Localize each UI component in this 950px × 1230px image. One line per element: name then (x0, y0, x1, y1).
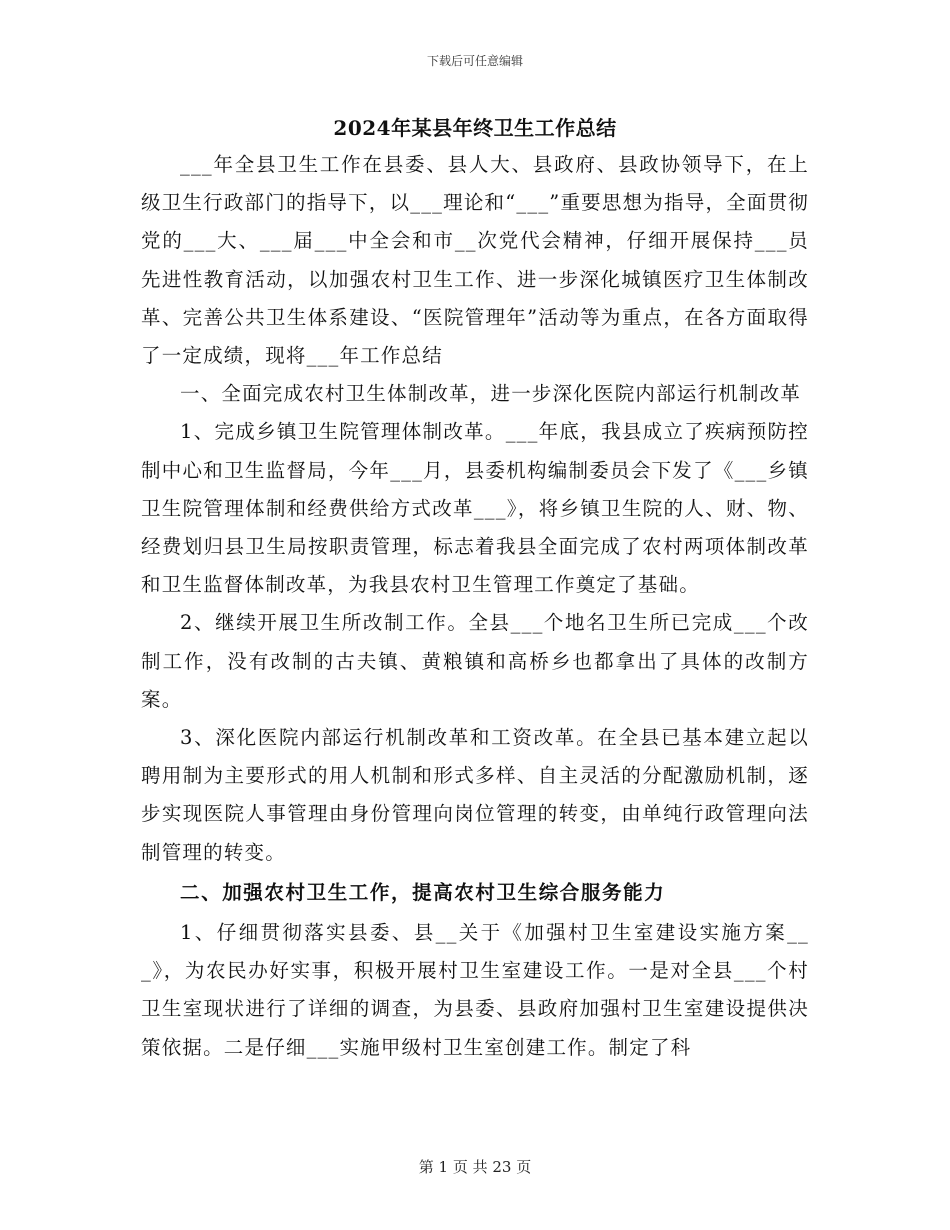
section-heading-1: 一、全面完成农村卫生体制改革，进一步深化医院内部运行机制改革 (180, 382, 802, 406)
document-body (141, 146, 809, 1067)
body-paragraph: 1、仔细贯彻落实县委、县__关于《加强村卫生室建设实施方案___》，为农民办好实事，积极开展村卫生室建设工作。一是对全县___个村卫生室现状进行了详细的调查，为县委、县政府加强村卫生室建设提供决策依据。二是仔细___实施甲级村卫生室创建工作。制定了科 (141, 921, 809, 1059)
body-paragraph: 1、完成乡镇卫生院管理体制改革。___年底，我县成立了疾病预防控制中心和卫生监督局，今年___月，县委机构编制委员会下发了《___乡镇卫生院管理体制和经费供给方式改革___》，将乡镇卫生院的人、财、物、经费划归县卫生局按职责管理，标志着我县全面完成了农村两项体制改革和卫生监督体制改革，为我县农村卫生管理工作奠定了基础。 (141, 420, 809, 597)
body-paragraph: 3、深化医院内部运行机制改革和工资改革。在全县已基本建立起以聘用制为主要形式的用人机制和形式多样、自主灵活的分配激励机制，逐步实现医院人事管理由身份管理向岗位管理的转变，由单纯行政管理向法制管理的转变。 (141, 726, 809, 864)
intro-paragraph: ___年全县卫生工作在县委、县人大、县政府、县政协领导下，在上级卫生行政部门的指导下，以___理论和“___”重要思想为指导，全面贯彻党的___大、___届___中全会和市__次党代会精神，仔细开展保持___员先进性教育活动，以加强农村卫生工作、进一步深化城镇医疗卫生体制改革、完善公共卫生体系建设、“医院管理年”活动等为重点，在各方面取得了一定成绩，现将___年工作总结 (141, 153, 809, 368)
page-number: 第 1 页 共 23 页 (418, 1158, 532, 1176)
body-paragraph: 2、继续开展卫生所改制工作。全县___个地名卫生所已完成___个改制工作，没有改制的古夫镇、黄粮镇和高桥乡也都拿出了具体的改制方案。 (141, 611, 809, 711)
page-header-note: 下载后可任意编辑 (426, 54, 523, 68)
document-title: 2024年某县年终卫生工作总结 (333, 116, 617, 140)
section-heading-2: 二、加强农村卫生工作，提高农村卫生综合服务能力 (180, 880, 666, 904)
